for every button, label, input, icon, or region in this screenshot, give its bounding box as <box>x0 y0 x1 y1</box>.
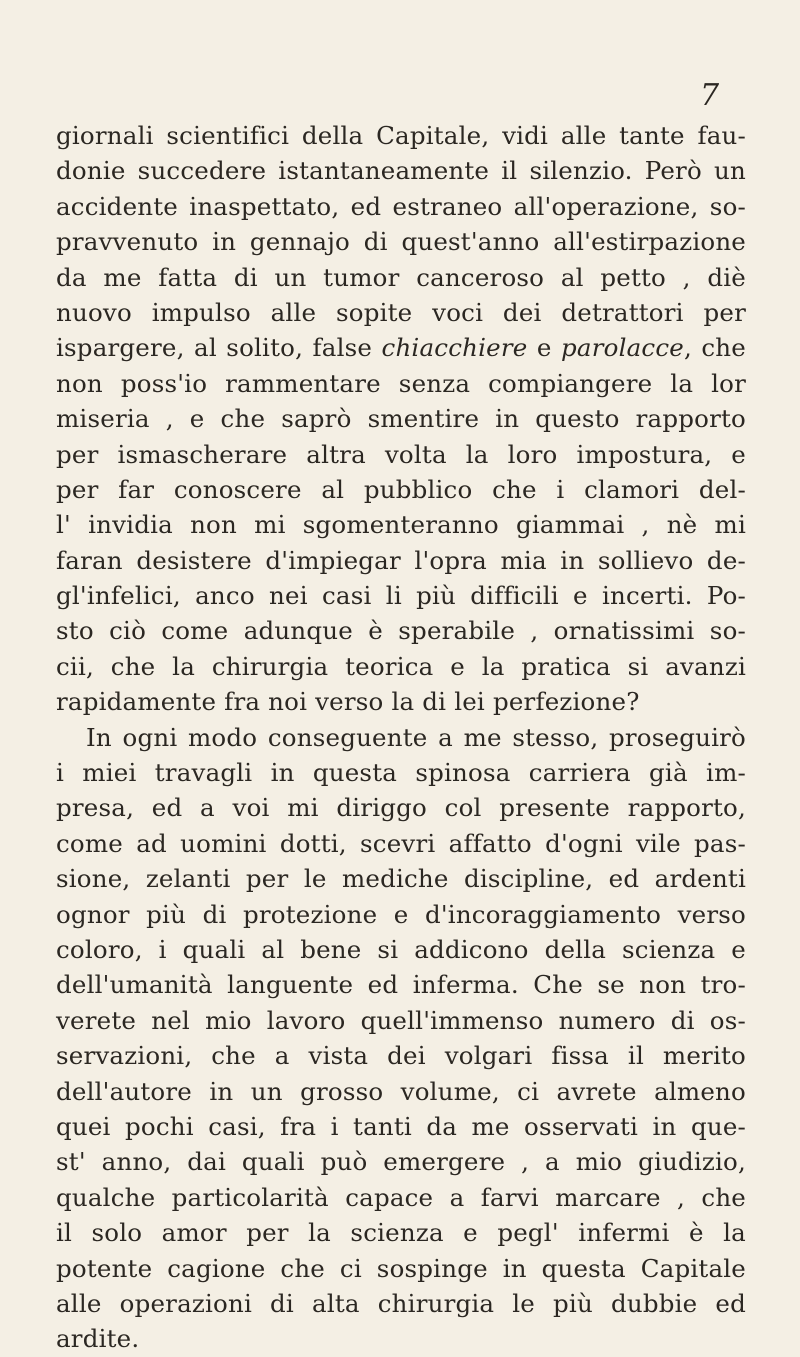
text-run: alle operazioni di alta chirurgia le più dubbie ed <box>56 1288 746 1318</box>
text-run: nuovo impulso alle sopite voci dei detrattori per <box>56 297 746 327</box>
text-run: donie succedere istantaneamente il silenzio. Però un <box>56 156 746 186</box>
text-run: il solo amor per la scienza e pegl' infermi è la <box>56 1218 746 1248</box>
text-run: , che <box>683 333 746 363</box>
text-line <box>56 224 746 259</box>
text-run: verete nel mio lavoro quell'immenso numero di os- <box>56 1005 746 1035</box>
text-run: ognor più di protezione e d'incoraggiamento verso <box>56 899 746 929</box>
body-text <box>56 118 746 1357</box>
text-line <box>56 755 746 790</box>
text-run: i miei travagli in questa spinosa carriera già im- <box>56 758 746 788</box>
text-line <box>56 578 746 613</box>
text-line <box>56 1215 746 1250</box>
text-run: qualche particolarità capace a farvi marcare , che <box>56 1182 746 1212</box>
paragraph <box>56 720 746 1357</box>
text-run: ispargere, al solito, false <box>56 333 382 363</box>
text-line <box>56 1286 746 1321</box>
text-line <box>56 613 746 648</box>
text-line <box>56 153 746 188</box>
text-run: servazioni, che a vista dei volgari fissa il merito <box>56 1041 746 1071</box>
text-line <box>56 1321 746 1356</box>
text-line <box>56 861 746 896</box>
text-run: l' invidia non mi sgomenteranno giammai , nè mi <box>56 510 746 540</box>
text-run: come ad uomini dotti, scevri affatto d'ogni vile pas- <box>56 828 746 858</box>
text-line <box>56 330 746 365</box>
text-line <box>56 1003 746 1038</box>
text-line <box>56 1251 746 1286</box>
text-line <box>56 826 746 861</box>
text-line <box>56 295 746 330</box>
text-line <box>56 507 746 542</box>
text-run: dell'umanità languente ed inferma. Che se non tro- <box>56 970 746 1000</box>
text-run: cii, che la chirurgia teorica e la pratica si avanzi <box>56 651 746 681</box>
text-line <box>56 260 746 295</box>
text-run: per ismascherare altra volta la loro impostura, e <box>56 439 746 469</box>
text-line <box>56 649 746 684</box>
text-run: quei pochi casi, fra i tanti da me osservati in que- <box>56 1111 746 1141</box>
text-run: coloro, i quali al bene si addicono della scienza e <box>56 934 746 964</box>
text-line <box>56 720 746 755</box>
text-run: st' anno, dai quali può emergere , a mio giudizio, <box>56 1147 746 1177</box>
text-run: gl'infelici, anco nei casi li più difficili e incerti. Po- <box>56 581 746 611</box>
text-line <box>56 401 746 436</box>
text-run: dell'autore in un grosso volume, ci avrete almeno <box>56 1076 746 1106</box>
italic-term: chiacchiere <box>381 333 528 363</box>
text-line <box>56 189 746 224</box>
text-run: miseria , e che saprò smentire in questo rapporto <box>56 404 746 434</box>
text-run: per far conoscere al pubblico che i clamori del- <box>56 474 746 504</box>
text-run: sto ciò come adunque è sperabile , ornatissimi so- <box>56 616 746 646</box>
text-line <box>56 684 746 719</box>
text-line <box>56 790 746 825</box>
text-line <box>56 1074 746 1109</box>
paragraph <box>56 118 746 720</box>
text-run: non poss'io rammentare senza compiangere la lor <box>56 368 746 398</box>
text-run: giornali scientifici della Capitale, vidi alle tante fau- <box>56 121 746 150</box>
text-run: e <box>527 333 562 363</box>
text-line <box>56 932 746 967</box>
text-line <box>56 437 746 472</box>
text-run: ardite. <box>56 1324 140 1354</box>
text-run: pravvenuto in gennajo di quest'anno all'estirpazione <box>56 227 746 257</box>
text-line <box>56 543 746 578</box>
text-run: da me fatta di un tumor canceroso al petto , diè <box>56 262 746 292</box>
text-run: rapidamente fra noi verso la di lei perfezione? <box>56 687 640 717</box>
text-run: potente cagione che ci sospinge in questa Capitale <box>56 1253 746 1283</box>
text-line <box>56 1144 746 1179</box>
page-number: 7 <box>700 78 720 113</box>
text-line <box>56 118 746 153</box>
text-line <box>56 1038 746 1073</box>
text-line <box>56 967 746 1002</box>
text-line <box>56 1180 746 1215</box>
italic-term: parolacce <box>561 333 684 363</box>
text-line <box>56 1109 746 1144</box>
text-line <box>56 366 746 401</box>
text-line <box>56 897 746 932</box>
text-run: In ogni modo conseguente a me stesso, proseguirò <box>86 722 746 752</box>
text-run: accidente inaspettato, ed estraneo all'operazione, so- <box>56 191 746 221</box>
text-run: presa, ed a voi mi diriggo col presente rapporto, <box>56 793 746 823</box>
text-run: sione, zelanti per le mediche discipline, ed ardenti <box>56 864 746 894</box>
text-line <box>56 472 746 507</box>
text-run: faran desistere d'impiegar l'opra mia in sollievo de- <box>56 545 746 575</box>
